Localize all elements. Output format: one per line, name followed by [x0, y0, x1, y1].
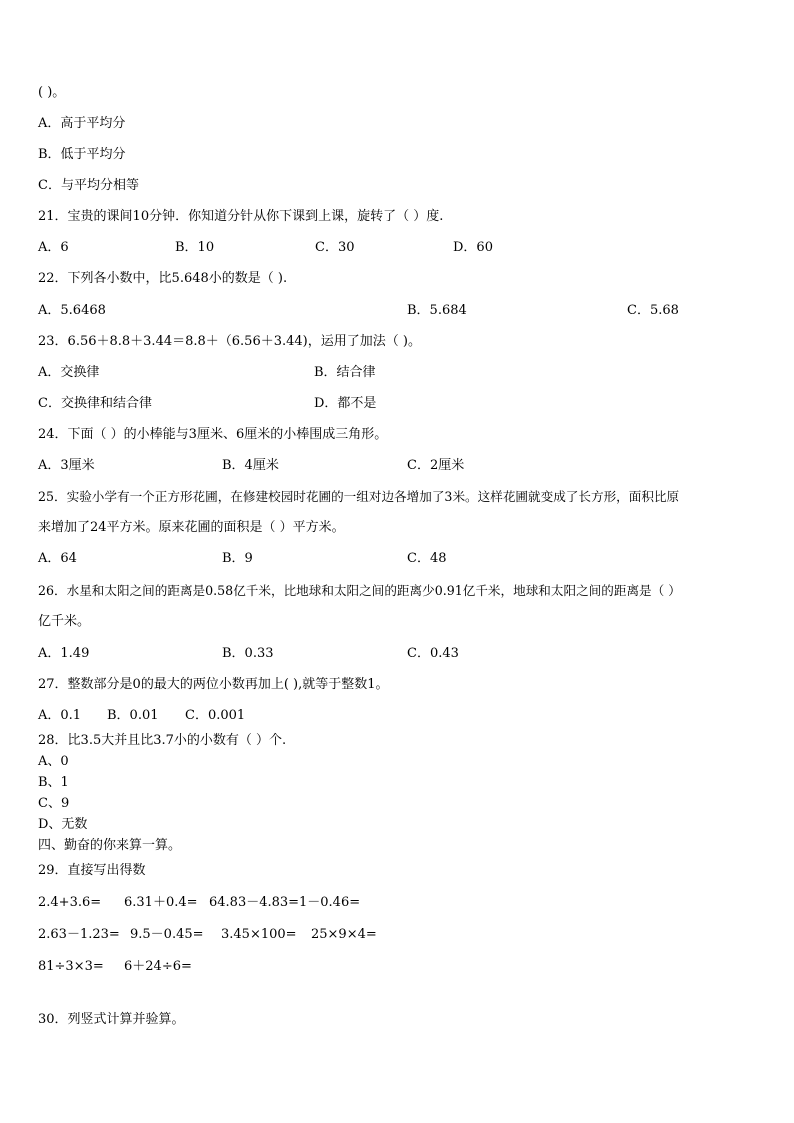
q28-option-d: D、无数: [38, 817, 88, 832]
q24-option-b: B．4厘米: [222, 458, 279, 473]
q26-option-b: B．0.33: [222, 646, 274, 661]
calc-item: 2.63－1.23=: [38, 927, 120, 942]
q27-option-b: B．0.01: [107, 708, 159, 723]
calc-item: 81÷3×3=: [38, 959, 104, 974]
q23-option-a: A．交换律: [38, 365, 100, 380]
q21-option-c: C．30: [315, 240, 355, 255]
question-26-line-1: 26．水星和太阳之间的距离是0.58亿千米，比地球和太阳之间的距离少0.91亿千米，地球和太阳之间的距离是（ ）: [38, 583, 681, 598]
q25-option-a: A．64: [38, 551, 77, 566]
question-21: 21．宝贵的课间10分钟．你知道分针从你下课到上课，旋转了（ ）度.: [38, 209, 444, 224]
question-30: 30．列竖式计算并验算。: [38, 1012, 185, 1027]
q25-option-b: B．9: [222, 551, 253, 566]
calc-item: 6.31＋0.4=: [124, 895, 198, 910]
question-25-line-2: 来增加了24平方米。原来花圃的面积是（ ）平方米。: [38, 520, 345, 535]
q27-option-c: C．0.001: [185, 708, 246, 723]
question-23: 23．6.56＋8.8＋3.44＝8.8＋（6.56＋3.44)，运用了加法（ )。: [38, 334, 421, 349]
calc-item: 9.5－0.45=: [130, 927, 204, 942]
question-28: 28．比3.5大并且比3.7小的小数有（ ）个.: [38, 733, 287, 748]
q26-option-c: C．0.43: [407, 646, 459, 661]
question-24: 24．下面（ ）的小棒能与3厘米、6厘米的小棒围成三角形。: [38, 427, 388, 442]
calc-item: 3.45×100=: [221, 927, 297, 942]
q27-option-a: A．0.1: [38, 708, 82, 723]
option-a: A．高于平均分: [38, 116, 126, 131]
calc-item: 6＋24÷6=: [124, 959, 192, 974]
question-26-line-2: 亿千米。: [38, 614, 91, 629]
q21-option-a: A．6: [38, 240, 69, 255]
q23-option-d: D．都不是: [314, 396, 377, 411]
q28-option-b: B、1: [38, 775, 69, 790]
question-22: 22．下列各小数中，比5.648小的数是（ ).: [38, 271, 288, 286]
question-continuation: ( )。: [38, 85, 66, 100]
calc-item: 2.4+3.6=: [38, 895, 102, 910]
option-c: C．与平均分相等: [38, 178, 139, 193]
question-27: 27．整数部分是0的最大的两位小数再加上( ),就等于整数1。: [38, 677, 389, 692]
calc-item: 25×9×4=: [311, 927, 377, 942]
q28-option-a: A、0: [38, 754, 69, 769]
q23-option-c: C．交换律和结合律: [38, 396, 152, 411]
q24-option-c: C．2厘米: [407, 458, 465, 473]
q23-option-b: B．结合律: [314, 365, 376, 380]
question-29: 29．直接写出得数: [38, 863, 146, 878]
calc-item: 64.83－4.83=: [209, 895, 300, 910]
q26-option-a: A．1.49: [38, 646, 90, 661]
q21-option-d: D．60: [453, 240, 493, 255]
q22-option-a: A．5.6468: [38, 303, 106, 318]
calc-item: 1－0.46=: [299, 895, 361, 910]
q22-option-b: B．5.684: [407, 303, 467, 318]
q28-option-c: C、9: [38, 796, 70, 811]
q22-option-c: C．5.68: [627, 303, 679, 318]
q25-option-c: C．48: [407, 551, 447, 566]
q21-option-b: B．10: [175, 240, 215, 255]
option-b: B．低于平均分: [38, 147, 126, 162]
section-heading: 四、勤奋的你来算一算。: [38, 838, 182, 853]
question-25-line-1: 25．实验小学有一个正方形花圃，在修建校园时花圃的一组对边各增加了3米。这样花圃就变成了长方形，面积比原: [38, 489, 680, 504]
q24-option-a: A．3厘米: [38, 458, 95, 473]
